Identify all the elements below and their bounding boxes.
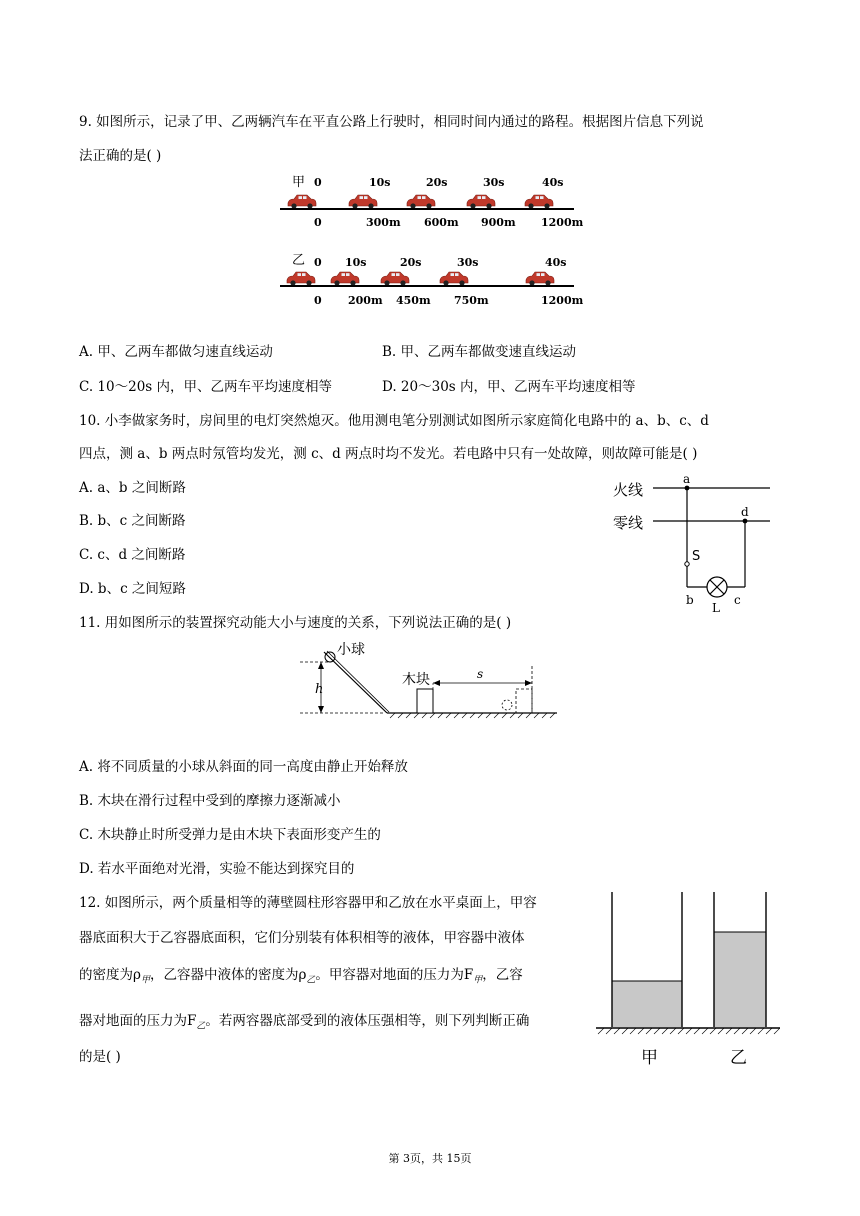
car-a-label: 甲 [292, 175, 306, 190]
car-b-dist-1200: 1200m [541, 294, 584, 307]
car-b-icon-1 [331, 272, 359, 286]
label-b: b [686, 593, 694, 607]
q11-option-a: A. 将不同质量的小球从斜面的同一高度由静止开始释放 [79, 759, 408, 775]
q12-stem-line3: 的密度为$\rho_甲$，乙容器中液体的密度为$\rho_乙$。甲容器对地面的压力为$F_甲$，乙容 [79, 967, 523, 986]
q9-stem-line2: 法正确的是( ) [79, 148, 162, 164]
label-a: a [683, 472, 691, 486]
car-a-time-30: 30s [483, 176, 505, 189]
block-final-position [516, 689, 532, 713]
car-b-icon-4 [526, 272, 554, 286]
neutral-wire-label: 零线 [613, 514, 644, 532]
car-b-dist-200: 200m [348, 294, 383, 307]
label-s: S [692, 549, 701, 564]
container-a-label: 甲 [641, 1048, 658, 1068]
car-a-icon-2 [407, 195, 435, 209]
page-footer: 第 3页，共 15页 [388, 1152, 472, 1165]
q9-stem-line1: 9. 如图所示，记录了甲、乙两辆汽车在平直公路上行驶时，相同时间内通过的路程。根据图片信息下列说 [79, 114, 704, 130]
liquid-a [612, 981, 682, 1027]
container-b-label: 乙 [730, 1048, 747, 1068]
q11-apparatus-diagram [295, 638, 560, 720]
car-b-icon-2 [381, 272, 409, 286]
label-s: s [477, 667, 484, 681]
q9-car-diagram [280, 168, 590, 313]
car-b-time-10: 10s [345, 256, 367, 269]
car-a-icon-4 [525, 195, 553, 209]
car-a-icon-1 [349, 195, 377, 209]
car-b-label: 乙 [292, 253, 306, 268]
q10-circuit-diagram [608, 470, 778, 615]
q11-stem: 11. 用如图所示的装置探究动能大小与速度的关系，下列说法正确的是( ) [79, 615, 512, 631]
ball-final-position [502, 700, 512, 710]
q12-stem-line2: 器底面积大于乙容器底面积，它们分别装有体积相等的液体，甲容器中液体 [79, 930, 525, 946]
q12-containers-diagram [596, 890, 780, 1075]
car-a-icon-3 [467, 195, 495, 209]
car-a-icon-0 [288, 195, 316, 209]
car-b-icon-3 [440, 272, 468, 286]
car-b-dist-750: 750m [454, 294, 489, 307]
car-b-time-40: 40s [545, 256, 567, 269]
q12-stem-line1: 12. 如图所示，两个质量相等的薄壁圆柱形容器甲和乙放在水平桌面上，甲容 [79, 895, 537, 911]
q10-stem-line2: 四点，测 a、b 两点时氖管均发光，测 c、d 两点时均不发光。若电路中只有一处故障，则故障可能是( ) [79, 446, 698, 462]
car-a-time-40: 40s [542, 176, 564, 189]
live-wire-label: 火线 [613, 481, 644, 499]
liquid-b [714, 932, 766, 1027]
q9-option-b: B. 甲、乙两车都做变速直线运动 [382, 344, 577, 360]
car-b-time-30: 30s [457, 256, 479, 269]
label-l: L [712, 601, 720, 615]
block-label: 木块 [402, 672, 430, 688]
q11-option-c: C. 木块静止时所受弹力是由木块下表面形变产生的 [79, 827, 381, 843]
q9-option-d: D. 20～30s 内，甲、乙两车平均速度相等 [382, 379, 636, 395]
car-b-dist-0: 0 [314, 294, 322, 307]
car-b-icon-0 [287, 272, 315, 286]
q12-stem-line4: 器对地面的压力为$F_乙$。若两容器底部受到的液体压强相等，则下列判断正确 [79, 1013, 530, 1032]
q9-option-a: A. 甲、乙两车都做匀速直线运动 [79, 344, 273, 360]
car-b-dist-450: 450m [396, 294, 431, 307]
q11-option-d: D. 若水平面绝对光滑，实验不能达到探究目的 [79, 861, 355, 877]
q12-stem-line5: 的是( ) [79, 1049, 121, 1065]
q10-stem-line1: 10. 小李做家务时，房间里的电灯突然熄灭。他用测电笔分别测试如图所示家庭简化电路中的 a、b、c、d [79, 413, 709, 429]
switch-contact [685, 562, 689, 566]
car-a-dist-1200: 1200m [541, 216, 584, 229]
car-a-dist-300: 300m [366, 216, 401, 229]
car-a-dist-0: 0 [314, 216, 322, 229]
car-a-time-0: 0 [314, 176, 322, 189]
q10-option-c: C. c、d 之间断路 [79, 547, 186, 563]
wood-block [417, 689, 433, 713]
q9-option-c: C. 10～20s 内，甲、乙两车平均速度相等 [79, 379, 333, 395]
label-c: c [734, 593, 741, 607]
label-d: d [741, 505, 749, 519]
car-b-time-20: 20s [400, 256, 422, 269]
car-a-dist-600: 600m [424, 216, 459, 229]
car-b-time-0: 0 [314, 256, 322, 269]
q10-option-b: B. b、c 之间断路 [79, 513, 186, 529]
car-a-dist-900: 900m [481, 216, 516, 229]
car-a-time-20: 20s [426, 176, 448, 189]
ball-label: 小球 [337, 642, 365, 658]
q10-option-a: A. a、b 之间断路 [79, 480, 186, 496]
car-a-time-10: 10s [369, 176, 391, 189]
q11-option-b: B. 木块在滑行过程中受到的摩擦力逐渐减小 [79, 793, 341, 809]
label-h: h [315, 682, 324, 697]
q10-option-d: D. b、c 之间短路 [79, 581, 186, 597]
incline [324, 652, 387, 713]
